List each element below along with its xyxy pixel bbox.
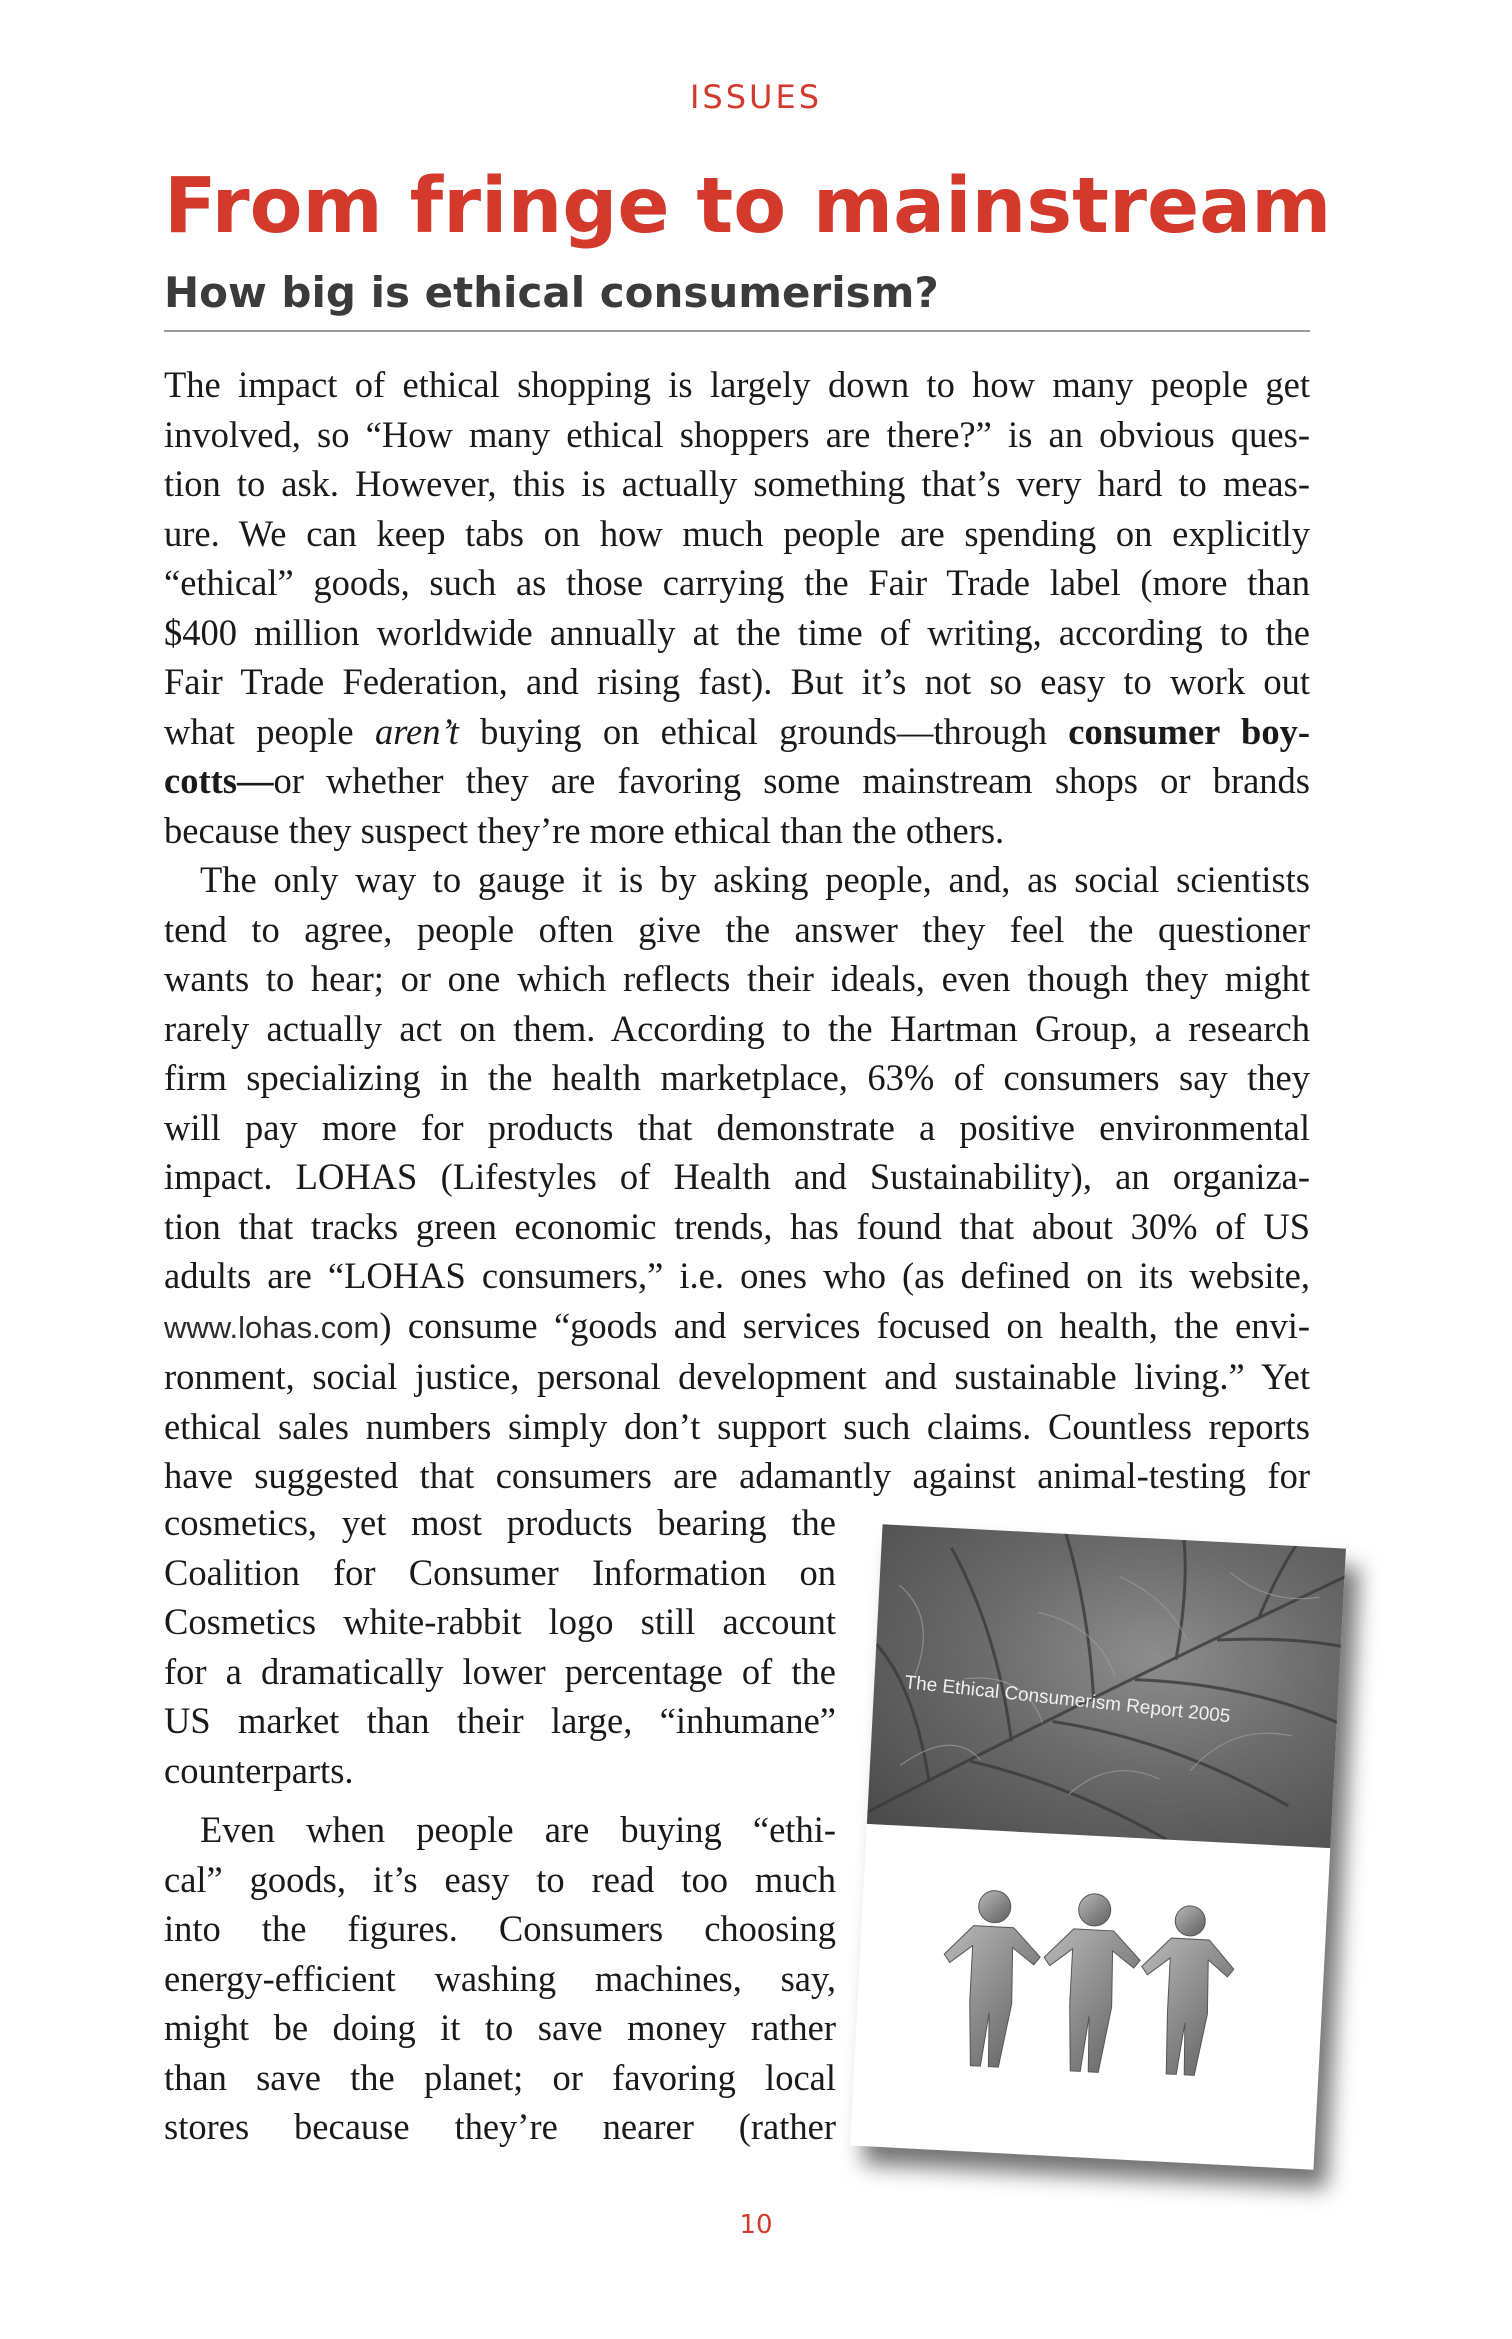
paragraph-2-line: counterparts.	[164, 1749, 354, 1791]
paragraph-1-line	[164, 707, 1310, 757]
paragraph-1-line: ure. We can keep tabs on how much people are spending on explicitly	[164, 512, 1310, 554]
paper-people-graphic	[936, 1882, 1246, 2087]
paper-figure	[1038, 1891, 1143, 2074]
paragraph-2-line: Coalition for Consumer Information on	[164, 1551, 836, 1593]
paragraph-2-line: wants to hear; or one which reflects their ideals, even though they might	[164, 958, 1310, 999]
paragraph-1-line: “ethical” goods, such as those carrying the Fair Trade label (more than	[164, 562, 1310, 603]
paragraph-2-line: cosmetics, yet most products bearing the	[164, 1502, 836, 1543]
text-run: buying on ethical grounds—through	[458, 710, 1069, 752]
paragraph-2-line	[164, 1301, 1310, 1353]
keyword-consumer-boycotts-cont: cotts—	[164, 760, 274, 801]
paragraph-2-line: adults are “LOHAS consumers,” i.e. ones who (as defined on its website,	[164, 1255, 1310, 1296]
page-title: From fringe to mainstream	[164, 162, 1332, 251]
lohas-url: www.lohas.com	[164, 1309, 380, 1345]
cover-title-text: The Ethical Consumerism Report 2005	[903, 1672, 1232, 1728]
paragraph-2-line: will pay more for products that demonstrate a positive environmental	[164, 1106, 1310, 1148]
keyword-consumer-boycotts: consumer boy-	[1068, 710, 1310, 752]
paragraph-3-line: might be doing it to save money rather	[164, 2007, 836, 2048]
paragraph-2-line: The only way to gauge it is by asking people, and, as social scientists	[200, 859, 1310, 900]
paragraph-3-line: into the figures. Consumers choosing	[164, 1908, 836, 1949]
report-cover-image	[850, 1524, 1346, 2169]
paragraph-2-line: ronment, social justice, personal development and sustainable living.” Yet	[164, 1356, 1310, 1397]
text-run: ) consume “goods and services focused on health, the envi-	[379, 1304, 1310, 1346]
paragraph-3-line: energy-efficient washing machines, say,	[164, 1957, 836, 1999]
paragraph-2-line: Cosmetics white-rabbit logo still account	[164, 1601, 836, 1642]
text-run: what people	[164, 710, 375, 752]
paragraph-2-line: rarely actually act on them. According to the Hartman Group, a research	[164, 1007, 1310, 1049]
paragraph-3-line: stores because they’re nearer (rather	[164, 2106, 836, 2147]
paragraph-1-line: The impact of ethical shopping is largely down to how many people get	[164, 364, 1310, 405]
paragraph-2-line: tion that tracks green economic trends, has found that about 30% of US	[164, 1205, 1310, 1247]
paragraph-3-line: cal” goods, it’s easy to read too much	[164, 1858, 836, 1900]
paragraph-1-line: involved, so “How many ethical shoppers are there?” is an obvious ques-	[164, 413, 1310, 455]
emphasis-text: aren’t	[374, 710, 459, 752]
paragraph-1-line: tion to ask. However, this is actually something that’s very hard to meas-	[164, 463, 1310, 504]
paper-figure	[938, 1888, 1043, 2069]
paragraph-3-line: Even when people are buying “ethi-	[200, 1809, 836, 1850]
paragraph-2-line: have suggested that consumers are adamantly against animal-testing for	[164, 1455, 1310, 1496]
paragraph-1-line: because they suspect they’re more ethical than the others.	[164, 809, 1005, 851]
article-body-wrapped-column	[164, 1498, 836, 2152]
paragraph-1-line: $400 million worldwide annually at the time of writing, according to the	[164, 611, 1310, 653]
leaf-texture-photo	[867, 1524, 1346, 1848]
paragraph-2-line: tend to agree, people often give the answer they feel the questioner	[164, 908, 1310, 950]
paragraph-3-line: than save the planet; or favoring local	[164, 2056, 836, 2098]
article-body-full-width	[164, 360, 1310, 1501]
paragraph-2-line: US market than their large, “inhumane”	[164, 1700, 836, 1741]
paper-figure	[1136, 1904, 1237, 2078]
paragraph-2-line: for a dramatically lower percentage of the	[164, 1650, 836, 1692]
paragraph-2-line: ethical sales numbers simply don’t support such claims. Countless reports	[164, 1405, 1310, 1447]
page-number: 10	[739, 2210, 773, 2240]
paragraph-1-line: Fair Trade Federation, and rising fast). But it’s not so easy to work out	[164, 661, 1310, 702]
paragraph-1-line	[164, 756, 1310, 806]
paragraph-2-line: firm specializing in the health marketplace, 63% of consumers say they	[164, 1057, 1310, 1098]
title-divider	[164, 330, 1310, 332]
page-subtitle: How big is ethical consumerism?	[164, 268, 939, 317]
text-run: or whether they are favoring some mainstream shops or brands	[273, 760, 1310, 801]
paragraph-2-line: impact. LOHAS (Lifestyles of Health and Sustainability), an organiza-	[164, 1156, 1310, 1197]
section-label: ISSUES	[689, 78, 822, 116]
